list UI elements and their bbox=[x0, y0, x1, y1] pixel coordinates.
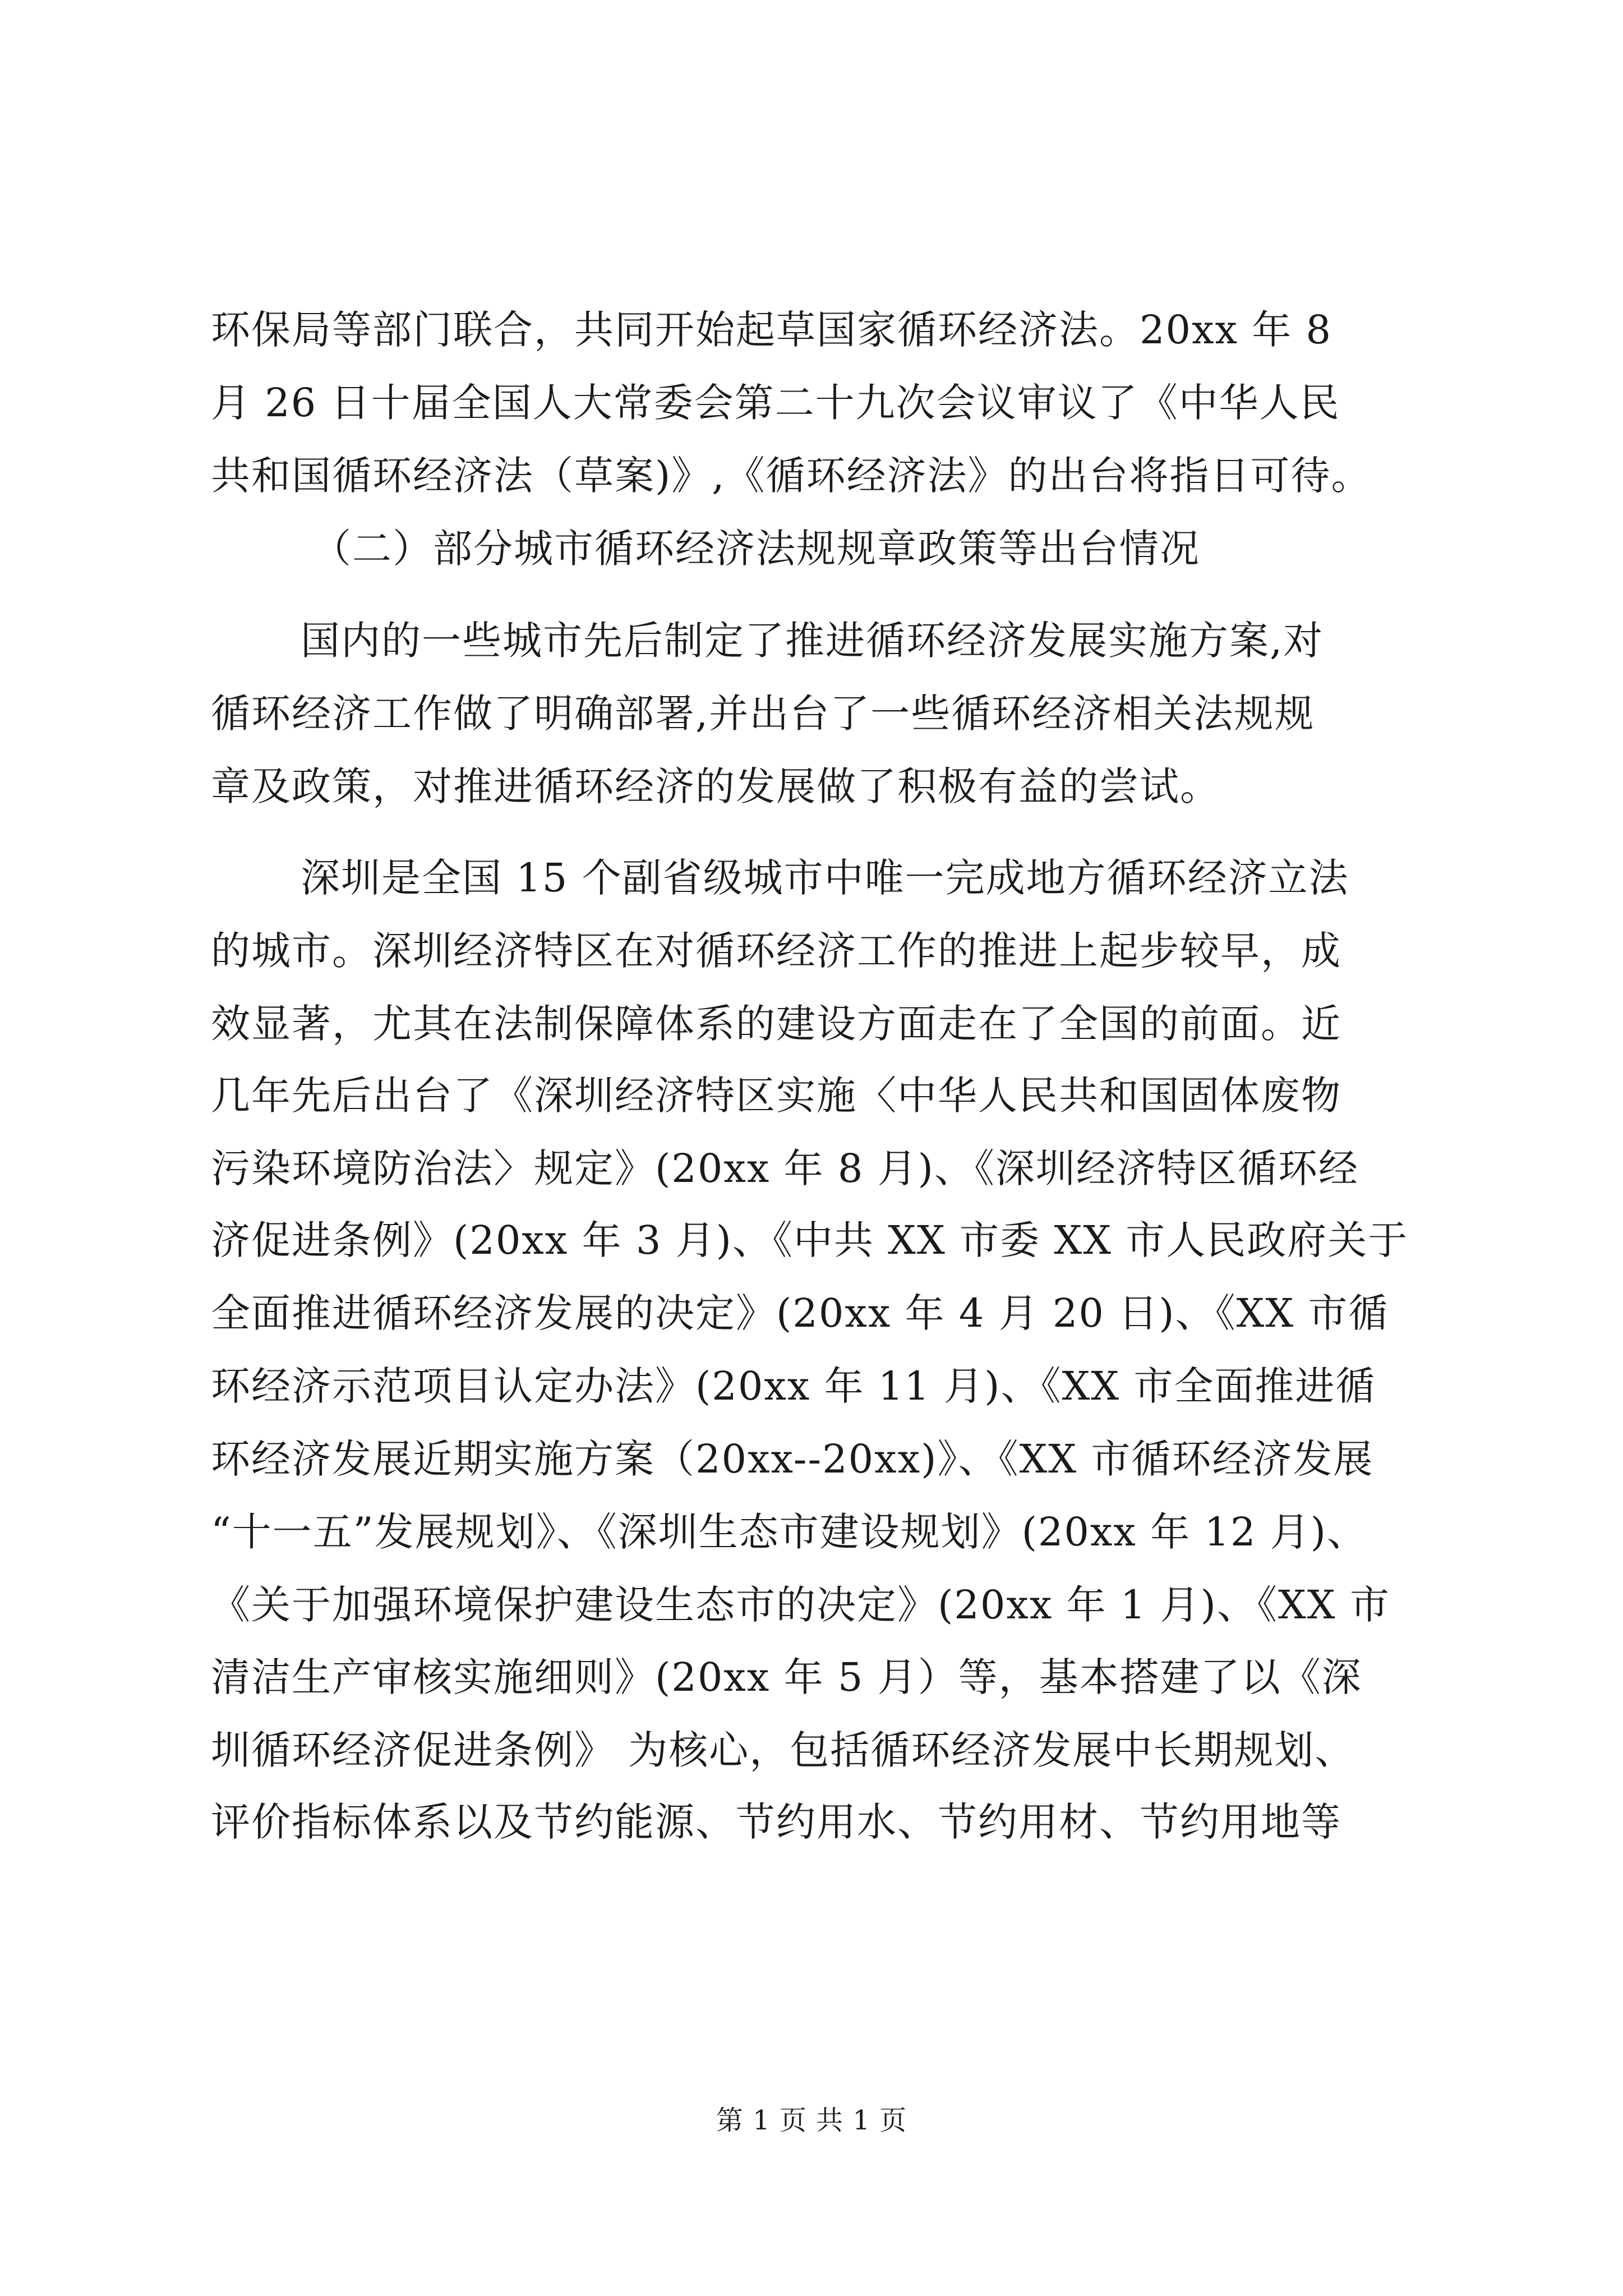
text-line: 环经济发展近期实施方案（20xx--20xx)》、《XX 市循环经济发展 bbox=[211, 1436, 1374, 1482]
text-line: 循环经济工作做了明确部署,并出台了一些循环经济相关法规规 bbox=[211, 691, 1315, 737]
text-line: 污染环境防治法〉规定》(20xx 年 8 月)、《深圳经济特区循环经 bbox=[211, 1145, 1359, 1191]
text-line: 深圳是全国 15 个副省级城市中唯一完成地方循环经济立法 bbox=[301, 855, 1349, 901]
text-line: 环保局等部门联合，共同开始起草国家循环经济法。20xx 年 8 bbox=[211, 307, 1332, 353]
text-line: 章及政策，对推进循环经济的发展做了积极有益的尝试。 bbox=[211, 763, 1220, 809]
text-line: 几年先后出台了《深圳经济特区实施〈中华人民共和国固体废物 bbox=[211, 1073, 1341, 1119]
text-line: 效显著，尤其在法制保障体系的建设方面走在了全国的前面。近 bbox=[211, 1001, 1341, 1047]
text-line: 《关于加强环境保护建设生态市的决定》(20xx 年 1 月)、《XX 市 bbox=[211, 1582, 1390, 1628]
text-line: 圳循环经济促进条例》 为核心，包括循环经济发展中长期规划、 bbox=[211, 1727, 1355, 1773]
text-line: 评价指标体系以及节约能源、节约用水、节约用材、节约用地等 bbox=[211, 1799, 1341, 1845]
text-line: 国内的一些城市先后制定了推进循环经济发展实施方案,对 bbox=[301, 618, 1324, 664]
text-line: 济促进条例》(20xx 年 3 月)、《中共 XX 市委 XX 市人民政府关于 bbox=[211, 1217, 1409, 1263]
section-heading: （二）部分城市循环经济法规规章政策等出台情况 bbox=[312, 526, 1200, 572]
page-number: 第 1 页 共 1 页 bbox=[716, 2105, 907, 2136]
text-line: 共和国循环经济法（草案)》,《循环经济法》的出台将指日可待。 bbox=[211, 453, 1372, 499]
text-line: 清洁生产审核实施细则》(20xx 年 5 月）等，基本搭建了以《深 bbox=[211, 1654, 1362, 1700]
text-line: 的城市。深圳经济特区在对循环经济工作的推进上起步较早，成 bbox=[211, 928, 1341, 974]
text-line: 月 26 日十届全国人大常委会第二十九次会议审议了《中华人民 bbox=[211, 380, 1340, 426]
text-line: 环经济示范项目认定办法》(20xx 年 11 月)、《XX 市全面推进循 bbox=[211, 1363, 1376, 1409]
text-line: “十一五”发展规划》、《深圳生态市建设规划》(20xx 年 12 月)、 bbox=[211, 1509, 1368, 1555]
text-line: 全面推进循环经济发展的决定》(20xx 年 4 月 20 日)、《XX 市循 bbox=[211, 1290, 1389, 1336]
